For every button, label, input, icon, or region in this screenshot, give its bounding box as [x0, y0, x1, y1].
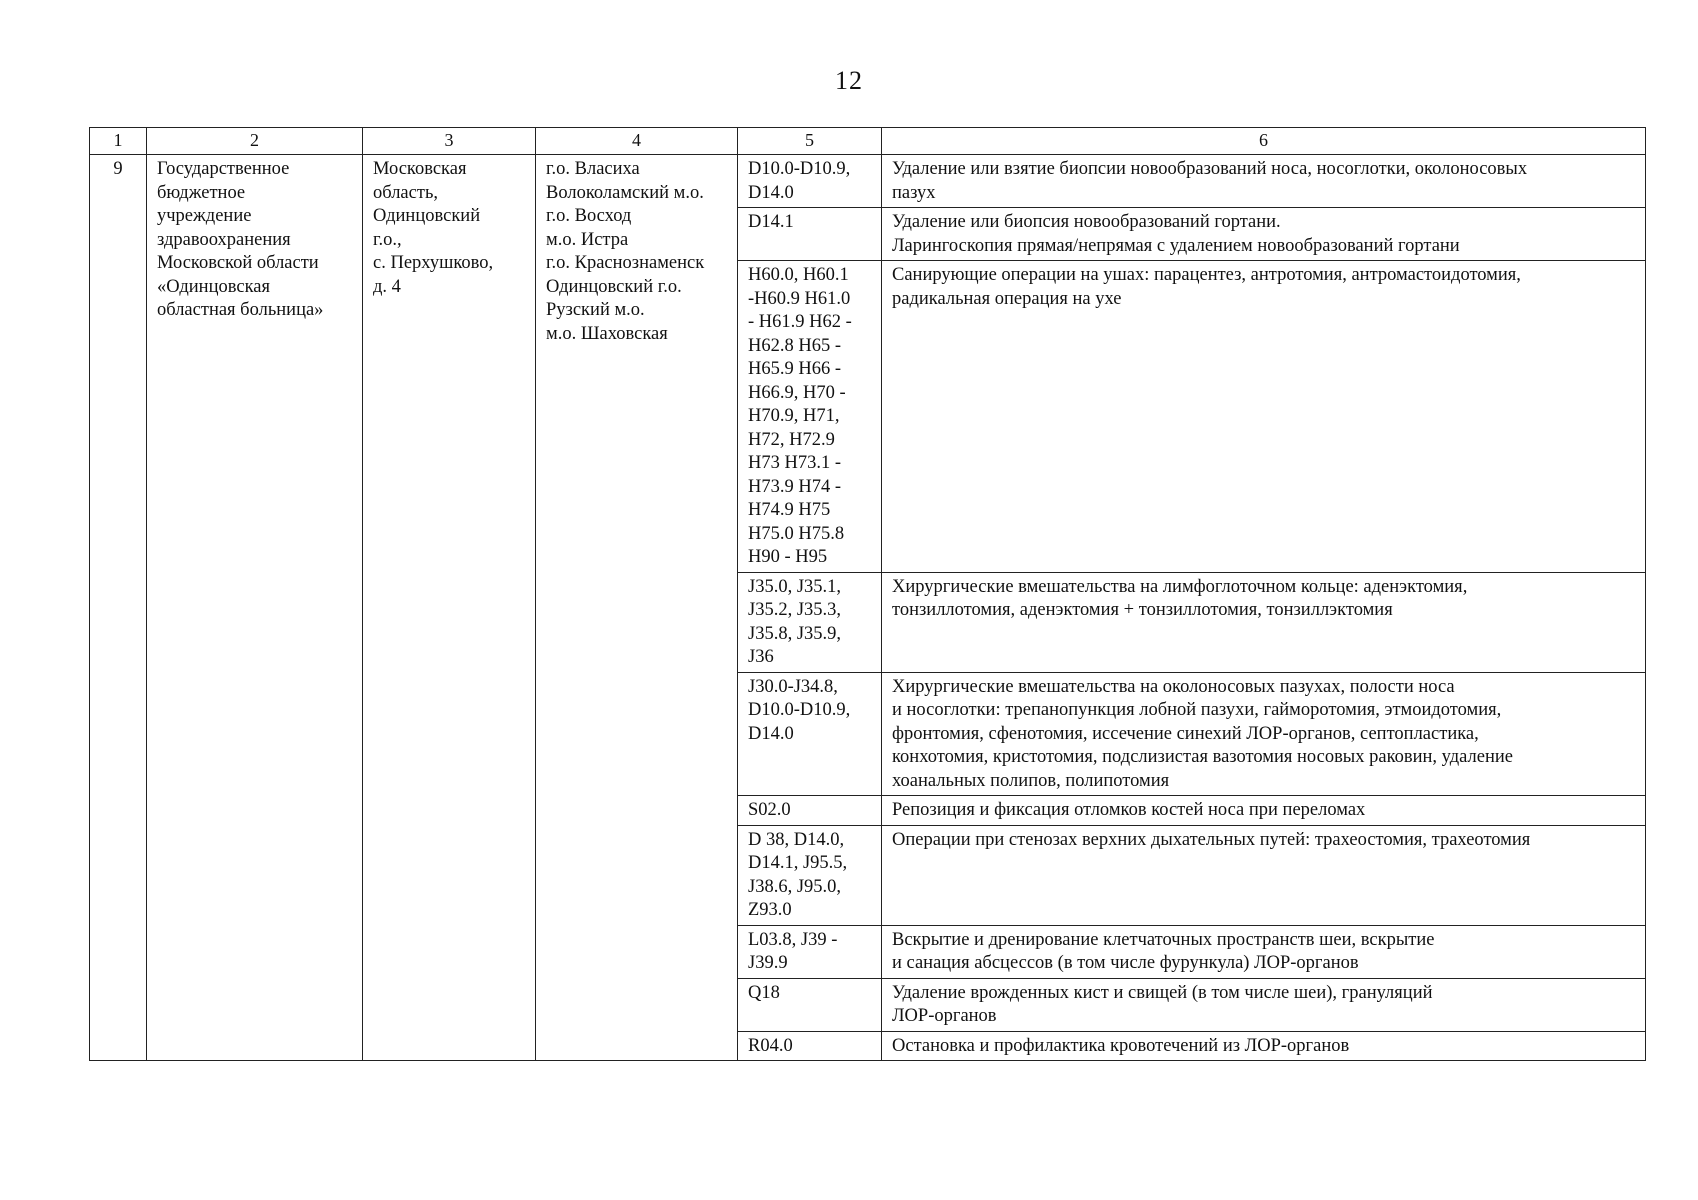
territory-line: Волоколамский м.о.	[546, 182, 704, 203]
diagnosis-codes-cell	[738, 572, 882, 672]
diagnosis-code-line: J35.0, J35.1,	[748, 576, 842, 597]
procedure-description-line: Удаление или взятие биопсии новообразований носа, носоглотки, околоносовых	[892, 159, 1528, 179]
territory-line: г.о. Краснознаменск	[546, 253, 705, 273]
diagnosis-codes-cell	[738, 155, 882, 208]
address-cell	[363, 155, 536, 1061]
diagnosis-code-line: H62.8 H65 -	[748, 335, 842, 356]
header-cell-2: 2	[147, 128, 363, 155]
procedure-description-cell	[882, 672, 1646, 796]
procedure-description-line: конхотомия, кристотомия, подслизистая вазотомия носовых раковин, удаление	[892, 747, 1513, 767]
procedure-description-line: пазух	[892, 182, 936, 203]
procedure-description-line: Остановка и профилактика кровотечений из ЛОР-органов	[892, 1035, 1350, 1056]
territory-line: г.о. Власиха	[546, 159, 640, 179]
territory-line: Одинцовский г.о.	[546, 276, 682, 297]
institution-line: учреждение	[157, 206, 252, 226]
procedure-description-cell	[882, 925, 1646, 978]
diagnosis-code-line: D14.0	[748, 182, 794, 203]
address-line: Московская	[373, 159, 467, 179]
institution-line: Московской области	[157, 253, 319, 273]
diagnosis-code-line: J38.6, J95.0,	[748, 876, 842, 897]
procedure-description-line: Удаление врожденных кист и свищей (в том числе шеи), грануляций	[892, 982, 1433, 1003]
procedure-description-line: Санирующие операции на ушах: парацентез, антротомия, антромастоидотомия,	[892, 265, 1521, 285]
territory-cell	[536, 155, 738, 1061]
diagnosis-code-line: Z93.0	[748, 900, 792, 920]
procedure-description-line: радикальная операция на ухе	[892, 288, 1122, 309]
diagnosis-codes-cell	[738, 825, 882, 925]
diagnosis-codes-cell	[738, 925, 882, 978]
diagnosis-code-line: D14.0	[748, 723, 794, 744]
procedure-description-line: Хирургические вмешательства на лимфоглоточном кольце: аденэктомия,	[892, 576, 1468, 597]
institution-line: областная больница»	[157, 300, 324, 320]
diagnosis-code-line: H75.0 H75.8	[748, 523, 845, 544]
institution-cell	[147, 155, 363, 1061]
diagnosis-code-line: D14.1	[748, 212, 794, 232]
diagnosis-codes-cell	[738, 261, 882, 573]
diagnosis-code-line: D 38, D14.0,	[748, 829, 845, 850]
diagnosis-code-line: -H60.9 H61.0	[748, 288, 851, 309]
header-row	[90, 128, 1646, 155]
institution-line: бюджетное	[157, 182, 246, 203]
diagnosis-code-line: H70.9, H71,	[748, 406, 840, 426]
diagnosis-codes-cell	[738, 208, 882, 261]
diagnosis-codes-cell	[738, 672, 882, 796]
diagnosis-code-line: L03.8, J39 -	[748, 929, 838, 950]
procedure-description-cell	[882, 208, 1646, 261]
procedure-description-line: фронтомия, сфенотомия, иссечение синехий ЛОР-органов, септопластика,	[892, 723, 1479, 744]
procedure-description-cell	[882, 825, 1646, 925]
address-line: с. Перхушково,	[373, 253, 494, 273]
address-line: д. 4	[373, 276, 401, 297]
procedure-description-line: Операции при стенозах верхних дыхательных путей: трахеостомия, трахеотомия	[892, 829, 1531, 850]
diagnosis-codes-cell	[738, 1031, 882, 1061]
diagnosis-code-line: J35.8, J35.9,	[748, 623, 842, 644]
procedure-description-line: Ларингоскопия прямая/непрямая с удалением новообразований гортани	[892, 235, 1460, 256]
procedure-description-line: и носоглотки: трепанопункция лобной пазухи, гайморотомия, этмоидотомия,	[892, 700, 1502, 720]
diagnosis-code-line: J36	[748, 647, 774, 667]
institution-line: «Одинцовская	[157, 276, 270, 297]
procedure-description-cell	[882, 796, 1646, 826]
diagnosis-code-line: H73.9 H74 -	[748, 476, 842, 497]
procedure-description-line: Удаление или биопсия новообразований гортани.	[892, 212, 1281, 232]
address-line: г.о.,	[373, 229, 402, 250]
procedure-description-line: тонзиллотомия, аденэктомия + тонзиллотомия, тонзиллэктомия	[892, 600, 1393, 620]
diagnosis-code-line: Q18	[748, 982, 780, 1003]
header-cell-5: 5	[738, 128, 882, 155]
header-cell-4: 4	[536, 128, 738, 155]
procedure-description-cell	[882, 572, 1646, 672]
institution-line: Государственное	[157, 159, 290, 179]
procedure-description-cell	[882, 261, 1646, 573]
territory-line: г.о. Восход	[546, 206, 632, 226]
procedure-description-line: ЛОР-органов	[892, 1006, 997, 1026]
diagnosis-code-line: H74.9 H75	[748, 500, 831, 520]
diagnosis-code-line: H90 - H95	[748, 547, 828, 567]
diagnosis-code-line: H60.0, H60.1	[748, 265, 849, 285]
header-cell-1: 1	[90, 128, 147, 155]
diagnosis-code-line: - H61.9 H62 -	[748, 312, 852, 332]
procedure-description-line: Хирургические вмешательства на околоносовых пазухах, полости носа	[892, 676, 1455, 697]
institution-line: здравоохранения	[157, 229, 291, 250]
diagnosis-code-line: D14.1, J95.5,	[748, 853, 848, 873]
hospital-procedures-table	[89, 127, 1646, 1061]
diagnosis-code-line: S02.0	[748, 800, 791, 820]
page-number: 12	[835, 66, 863, 95]
diagnosis-code-line: R04.0	[748, 1035, 793, 1056]
diagnosis-code-line: J35.2, J35.3,	[748, 600, 842, 620]
diagnosis-codes-cell	[738, 796, 882, 826]
address-line: Одинцовский	[373, 206, 481, 226]
procedure-description-line: хоанальных полипов, полипотомия	[892, 770, 1170, 791]
diagnosis-code-line: J39.9	[748, 953, 788, 973]
address-line: область,	[373, 182, 439, 203]
procedure-description-cell	[882, 155, 1646, 208]
diagnosis-code-line: J30.0-J34.8,	[748, 676, 838, 697]
diagnosis-code-line: H73 H73.1 -	[748, 453, 842, 473]
territory-line: Рузский м.о.	[546, 300, 645, 320]
procedure-description-cell	[882, 1031, 1646, 1061]
row-number-cell: 9	[90, 155, 147, 1061]
diagnosis-code-line: D10.0-D10.9,	[748, 700, 851, 720]
diagnosis-code-line: H72, H72.9	[748, 429, 835, 450]
diagnosis-code-line: H66.9, H70 -	[748, 382, 846, 403]
procedure-description-cell	[882, 978, 1646, 1031]
territory-line: м.о. Шаховская	[546, 323, 668, 344]
table-body	[90, 155, 1646, 1061]
diagnosis-codes-cell	[738, 978, 882, 1031]
header-cell-3: 3	[363, 128, 536, 155]
procedure-description-line: Вскрытие и дренирование клетчаточных пространств шеи, вскрытие	[892, 929, 1435, 950]
table-row	[90, 155, 1646, 208]
diagnosis-code-line: D10.0-D10.9,	[748, 159, 851, 179]
diagnosis-code-line: H65.9 H66 -	[748, 359, 842, 379]
header-cell-6: 6	[882, 128, 1646, 155]
procedure-description-line: Репозиция и фиксация отломков костей носа при переломах	[892, 800, 1366, 820]
procedure-description-line: и санация абсцессов (в том числе фурункула) ЛОР-органов	[892, 953, 1359, 973]
territory-line: м.о. Истра	[546, 229, 629, 250]
